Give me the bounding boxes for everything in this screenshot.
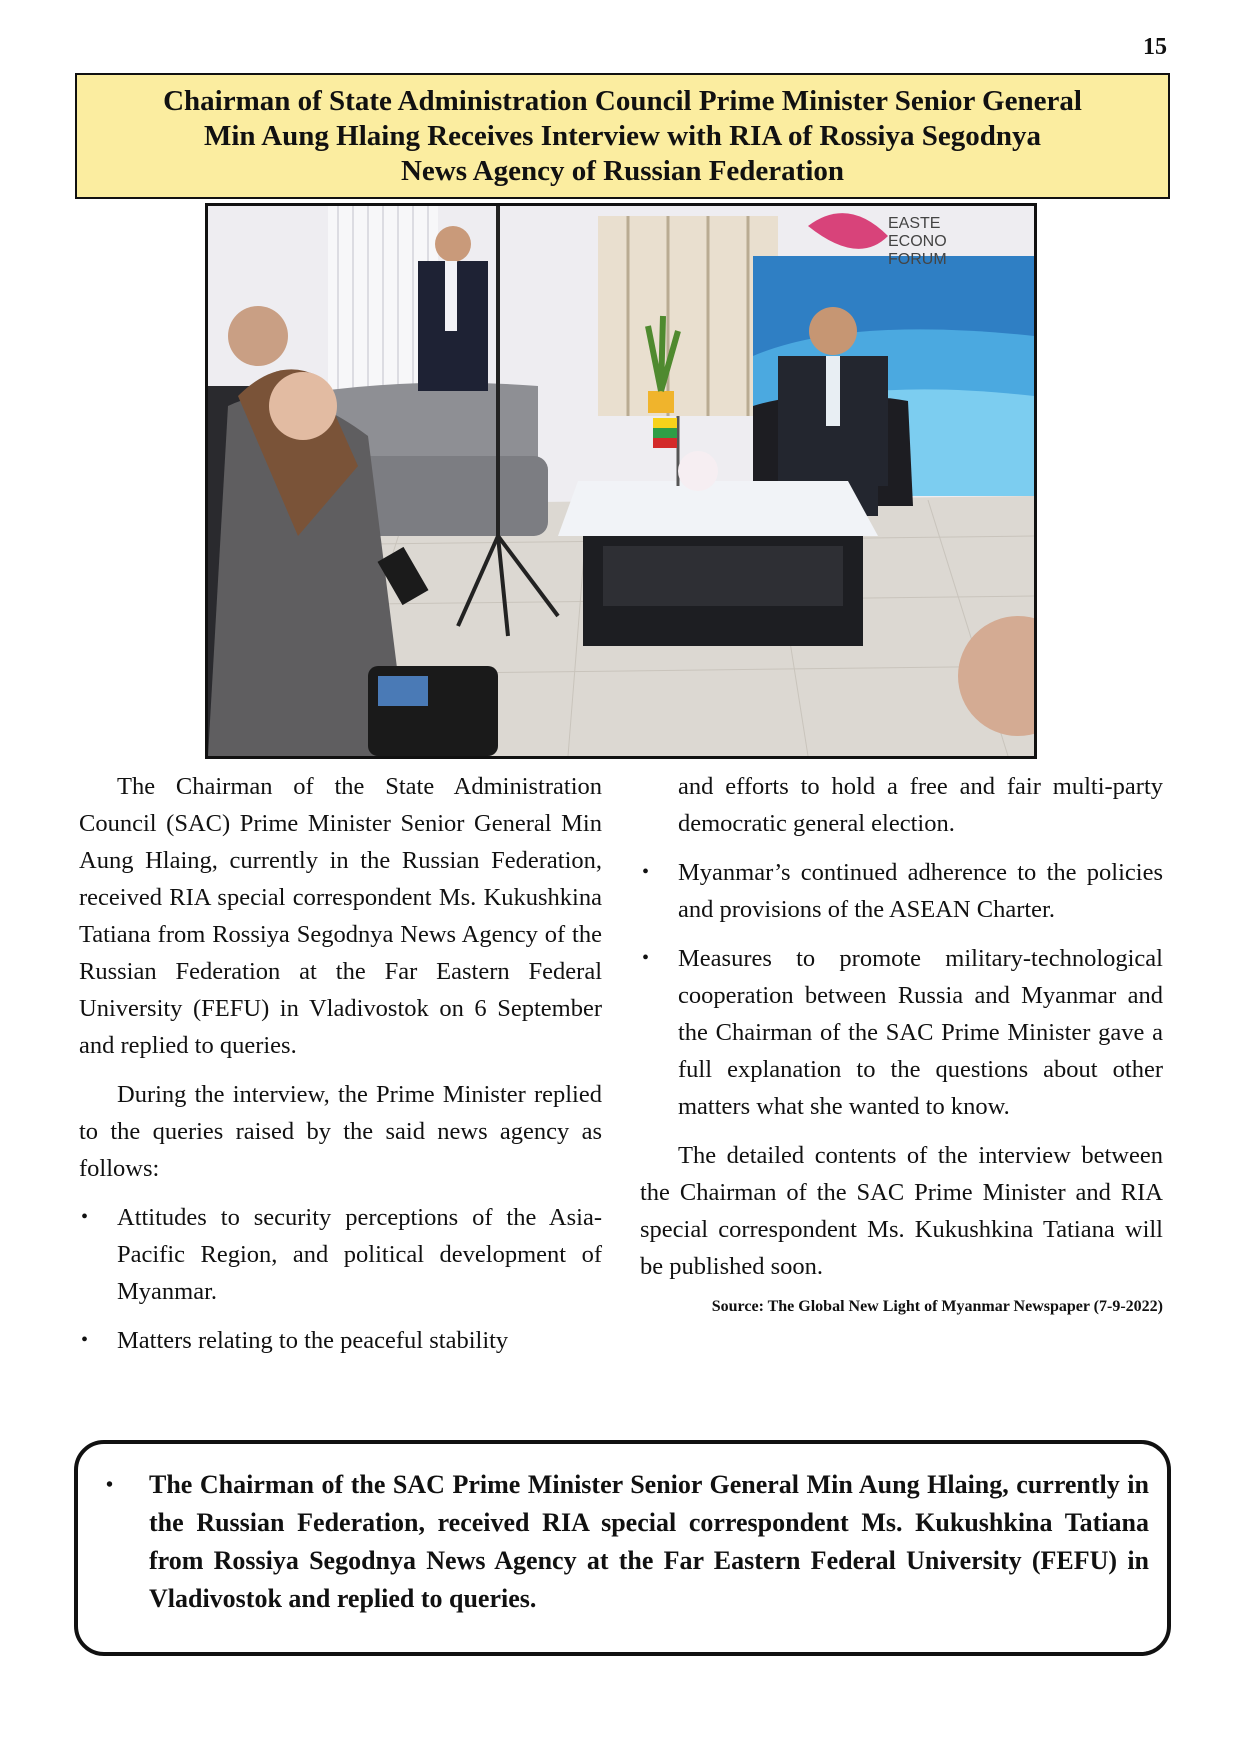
topic-stability-continued: and efforts to hold a free and fair multi-party democratic general election. — [678, 773, 1163, 837]
bullet-icon: • — [642, 947, 650, 969]
topics-list-continued — [640, 854, 1163, 1125]
backdrop-text-3: FORUM — [888, 251, 947, 268]
topic-cooperation: Measures to promote military-technological cooperation between Russia and Myanmar and the Chairman of the SAC Prime Minister gave a full explanation to the questions about other matters what she wanted to know. — [678, 945, 1163, 1120]
backdrop-text-1: EASTE — [888, 215, 941, 232]
article-title-box — [75, 73, 1170, 199]
closing-paragraph: The detailed contents of the interview between the Chairman of the SAC Prime Minister and RIA special correspondent Ms. Kukushkina Tatiana will be published soon. — [640, 1142, 1163, 1280]
bullet-icon: • — [106, 1474, 114, 1496]
interview-photo-illustration — [208, 206, 1034, 756]
summary-item — [98, 1466, 1149, 1618]
list-item — [640, 854, 1163, 928]
bullet-icon: • — [642, 861, 650, 883]
page-number: 15 — [1143, 34, 1167, 60]
source-credit: Source: The Global New Light of Myanmar Newspaper (7-9-2022) — [711, 1298, 1163, 1315]
right-column — [640, 768, 1163, 1317]
interview-paragraph: During the interview, the Prime Minister replied to the queries raised by the said news agency as follows: — [79, 1081, 602, 1182]
title-line-2: Min Aung Hlaing Receives Interview with RIA of Rossiya Segodnya — [203, 119, 1041, 152]
list-item — [79, 1322, 602, 1359]
list-item — [640, 940, 1163, 1125]
intro-paragraph: The Chairman of the State Administration Council (SAC) Prime Minister Senior General Min Aung Hlaing, currently in the Russian Federation, received RIA special correspondent Ms. Kukushkina Tatiana from Rossiya Segodnya News Agency of the Russian Federation at the Far Eastern Federal University (FEFU) in Vladivostok on 6 September and replied to queries. — [79, 773, 602, 1059]
topic-asean: Myanmar’s continued adherence to the policies and provisions of the ASEAN Charter. — [678, 859, 1163, 923]
title-line-1: Chairman of State Administration Council Prime Minister Senior General — [163, 84, 1082, 117]
title-line-3: News Agency of Russian Federation — [400, 154, 845, 187]
topics-list — [79, 1199, 602, 1359]
summary-box — [74, 1440, 1171, 1656]
left-column — [79, 768, 602, 1371]
backdrop-text-2: ECONO — [888, 233, 947, 250]
bullet-icon: • — [81, 1329, 89, 1351]
list-item — [79, 1199, 602, 1310]
topic-security: Attitudes to security perceptions of the Asia-Pacific Region, and political development of Myanmar. — [117, 1204, 602, 1305]
summary-text: The Chairman of the SAC Prime Minister Senior General Min Aung Hlaing, currently in the Russian Federation, received RIA special correspondent Ms. Kukushkina Tatiana from Rossiya Segodnya News Agency at the Far Eastern Federal University (FEFU) in Vladivostok and replied to queries. — [149, 1470, 1149, 1613]
bullet-icon: • — [81, 1206, 89, 1228]
interview-photo — [205, 203, 1037, 759]
topic-stability-start: Matters relating to the peaceful stability — [117, 1327, 509, 1354]
